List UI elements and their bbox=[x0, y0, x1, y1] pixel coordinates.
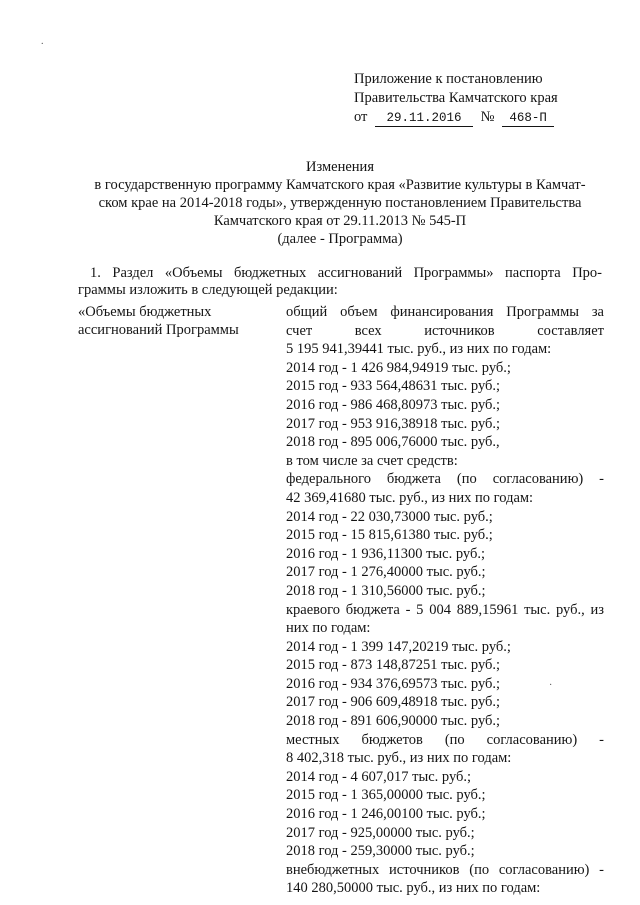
annex-line-1: Приложение к постановлению bbox=[354, 71, 543, 87]
funding-line: 2015 год - 873 148,87251 тыс. руб.; bbox=[286, 657, 501, 674]
funding-line: внебюджетных источников (по согласованию) - bbox=[286, 861, 604, 878]
funding-line: 8 402,318 тыс. руб., из них по годам: bbox=[286, 750, 512, 767]
section-label-line-1: «Объемы бюджетных bbox=[78, 304, 212, 320]
funding-details bbox=[286, 303, 604, 898]
scan-speck: . bbox=[41, 36, 44, 47]
funding-line: 2016 год - 986 468,80973 тыс. руб.; bbox=[286, 396, 501, 413]
paragraph-line-2: граммы изложить в следующей редакции: bbox=[78, 282, 338, 298]
funding-line: 2017 год - 953 916,38918 тыс. руб.; bbox=[286, 415, 501, 432]
funding-line: 2016 год - 1 246,00100 тыс. руб.; bbox=[286, 806, 486, 823]
funding-line: 2018 год - 891 606,90000 тыс. руб.; bbox=[286, 713, 501, 730]
funding-line: 5 195 941,39441 тыс. руб., из них по годам: bbox=[286, 341, 552, 358]
funding-line: местных бюджетов (по согласованию) - bbox=[286, 731, 604, 748]
funding-line: 2014 год - 1 399 147,20219 тыс. руб.; bbox=[286, 638, 511, 655]
decree-date: 29.11.2016 bbox=[375, 111, 473, 127]
section-label-line-2: ассигнований Программы bbox=[78, 322, 239, 338]
funding-line: 2014 год - 4 607,017 тыс. руб.; bbox=[286, 768, 472, 785]
funding-line: 2014 год - 1 426 984,94919 тыс. руб.; bbox=[286, 359, 511, 376]
heading-title: Изменения bbox=[306, 159, 374, 175]
scan-speck: · bbox=[549, 680, 553, 691]
paragraph-line-1: 1. Раздел «Объемы бюджетных ассигнований Программы» паспорта Про- bbox=[90, 265, 602, 281]
funding-line: 2014 год - 22 030,73000 тыс. руб.; bbox=[286, 508, 493, 525]
funding-line: федерального бюджета (по согласованию) - bbox=[286, 471, 604, 488]
heading-line: (далее - Программа) bbox=[277, 231, 403, 247]
annex-block bbox=[354, 70, 558, 127]
from-label: от bbox=[354, 109, 368, 125]
funding-line: 2018 год - 895 006,76000 тыс. руб., bbox=[286, 434, 500, 451]
funding-line: 2018 год - 1 310,56000 тыс. руб.; bbox=[286, 582, 486, 599]
heading-line: в государственную программу Камчатского края «Развитие культуры в Камчат- bbox=[94, 177, 586, 193]
funding-line: 2018 год - 259,30000 тыс. руб.; bbox=[286, 843, 475, 860]
heading-line: ском крае на 2014-2018 годы», утвержденную постановлением Правительства bbox=[98, 195, 582, 211]
heading-line: Камчатского края от 29.11.2013 № 545-П bbox=[213, 213, 467, 229]
funding-line: них по годам: bbox=[286, 620, 371, 637]
funding-line: 2015 год - 15 815,61380 тыс. руб.; bbox=[286, 527, 493, 544]
section-label bbox=[78, 303, 239, 339]
funding-line: в том числе за счет средств: bbox=[286, 452, 458, 469]
funding-line: счет всех источников составляет bbox=[286, 322, 604, 339]
funding-line: общий объем финансирования Программы за bbox=[286, 304, 604, 320]
funding-line: 2015 год - 1 365,00000 тыс. руб.; bbox=[286, 787, 486, 804]
annex-line-2: Правительства Камчатского края bbox=[354, 90, 558, 106]
document-heading bbox=[60, 158, 620, 248]
funding-line: краевого бюджета - 5 004 889,15961 тыс. руб., из bbox=[286, 601, 604, 618]
number-label: № bbox=[480, 109, 495, 125]
funding-line: 42 369,41680 тыс. руб., из них по годам: bbox=[286, 489, 534, 506]
funding-line: 2017 год - 1 276,40000 тыс. руб.; bbox=[286, 564, 486, 581]
funding-line: 2016 год - 934 376,69573 тыс. руб.; bbox=[286, 675, 501, 692]
decree-number: 468-П bbox=[502, 111, 554, 127]
funding-line: 140 280,50000 тыс. руб., из них по годам: bbox=[286, 880, 541, 897]
annex-date-line bbox=[354, 108, 558, 127]
funding-line: 2017 год - 906 609,48918 тыс. руб.; bbox=[286, 694, 501, 711]
funding-line: 2017 год - 925,00000 тыс. руб.; bbox=[286, 824, 475, 841]
funding-line: 2015 год - 933 564,48631 тыс. руб.; bbox=[286, 378, 501, 395]
funding-line: 2016 год - 1 936,11300 тыс. руб.; bbox=[286, 545, 485, 562]
